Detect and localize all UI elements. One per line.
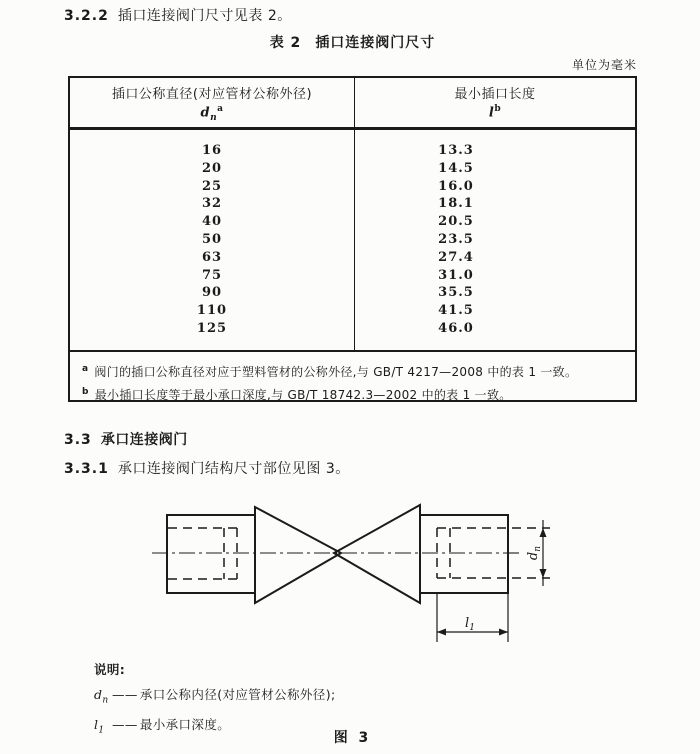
- footnote-marker-b: b: [494, 103, 502, 114]
- table-footnote-a: [80, 359, 625, 382]
- unit-note: 单位为毫米: [571, 58, 637, 72]
- table-header-row: [70, 78, 635, 130]
- table-cell-l: 20.5: [438, 214, 474, 230]
- dimension-dn-label: [526, 546, 543, 560]
- clause-number: 3.3.1: [64, 461, 109, 477]
- table-cell-l: 41.5: [438, 303, 474, 319]
- table-cell-dn: 125: [196, 320, 228, 336]
- column-symbol-l: [489, 104, 501, 123]
- table-header-dn: [70, 78, 355, 127]
- table-caption-title: 插口连接阀门尺寸: [315, 35, 436, 51]
- legend-symbol: $d_n$: [94, 687, 109, 706]
- symbol: d: [200, 104, 211, 120]
- legend-title: 说明:: [94, 662, 126, 677]
- clause-text: 插口连接阀门尺寸见表 2。: [117, 8, 292, 24]
- table-cell-dn: 75: [201, 267, 223, 283]
- symbol: l: [488, 104, 495, 120]
- left-socket: [167, 515, 255, 593]
- table-cell-l: 27.4: [438, 249, 474, 265]
- footnote-text: 阀门的插口公称直径对应于塑料管材的公称外径,与 GB/T 4217—2008 中的表 1 一致。: [94, 365, 578, 379]
- table-cell-l: 16.0: [438, 178, 474, 194]
- table-column-dn-values: [70, 130, 355, 350]
- footnote-marker: b: [82, 387, 89, 397]
- table-2-caption: [68, 32, 637, 52]
- table-cell-l: 35.5: [438, 285, 474, 301]
- table-cell-l: 13.3: [438, 143, 474, 158]
- table-cell-dn: 90: [201, 285, 223, 301]
- table-cell-dn: 32: [201, 196, 223, 212]
- dimension-dn: [526, 520, 547, 586]
- table-caption-label: 表 2: [269, 35, 302, 51]
- footnote-marker-a: a: [217, 103, 224, 114]
- legend-text: 最小承口深度。: [139, 716, 231, 732]
- valve-socket-connection-diagram: [0, 490, 700, 655]
- table-2-socket-valve-dimensions: [68, 76, 637, 402]
- table-header-l: [355, 78, 635, 127]
- table-cell-l: 46.0: [438, 320, 474, 336]
- legend-dash: ——: [112, 716, 138, 732]
- table-cell-dn: 20: [201, 160, 223, 176]
- table-footnotes: [70, 352, 635, 405]
- clause-3-2-2: [64, 5, 292, 25]
- legend-symbol: $l_1$: [94, 716, 105, 735]
- clause-3-3: [64, 429, 188, 449]
- symbol-subscript: n: [210, 112, 218, 123]
- svg-text:dn: $d_n$: [526, 545, 543, 561]
- legend-item-dn: [94, 683, 336, 713]
- table-cell-dn: 63: [201, 249, 223, 265]
- table-cell-dn: 50: [201, 231, 223, 247]
- table-cell-dn: 110: [196, 303, 228, 319]
- dimension-l1: [437, 593, 508, 642]
- table-cell-l: 14.5: [438, 160, 474, 176]
- table-cell-l: 18.1: [438, 196, 474, 212]
- footnote-marker: a: [82, 364, 89, 374]
- footnote-text: 最小插口长度等于最小承口深度,与 GB/T 18742.3—2002 中的表 1 一致。: [94, 388, 512, 402]
- clause-number: 3.2.2: [64, 8, 109, 24]
- table-cell-dn: 40: [201, 214, 223, 230]
- clause-3-3-1: [64, 458, 350, 478]
- clause-title: 承口连接阀门: [100, 432, 188, 448]
- table-cell-l: 23.5: [438, 231, 474, 247]
- table-footnote-b: [80, 382, 625, 405]
- table-cell-dn: 16: [201, 143, 223, 158]
- column-symbol-dn: [201, 104, 224, 123]
- legend-dash: ——: [112, 687, 138, 702]
- table-column-l-values: [355, 130, 635, 350]
- valve-body: [255, 505, 420, 603]
- clause-number: 3.3: [64, 432, 92, 448]
- column-title: 最小插口长度: [454, 86, 536, 102]
- clause-text: 承口连接阀门结构尺寸部位见图 3。: [117, 461, 350, 477]
- table-body: [70, 130, 635, 352]
- figure-3-caption: 图 3: [333, 730, 372, 746]
- dimension-l1-label: $l_1$: [465, 616, 475, 633]
- column-title: 插口公称直径(对应管材公称外径): [111, 86, 313, 102]
- table-cell-dn: 25: [201, 178, 223, 194]
- legend-text: 承口公称内径(对应管材公称外径);: [139, 687, 336, 702]
- table-cell-l: 31.0: [438, 267, 474, 283]
